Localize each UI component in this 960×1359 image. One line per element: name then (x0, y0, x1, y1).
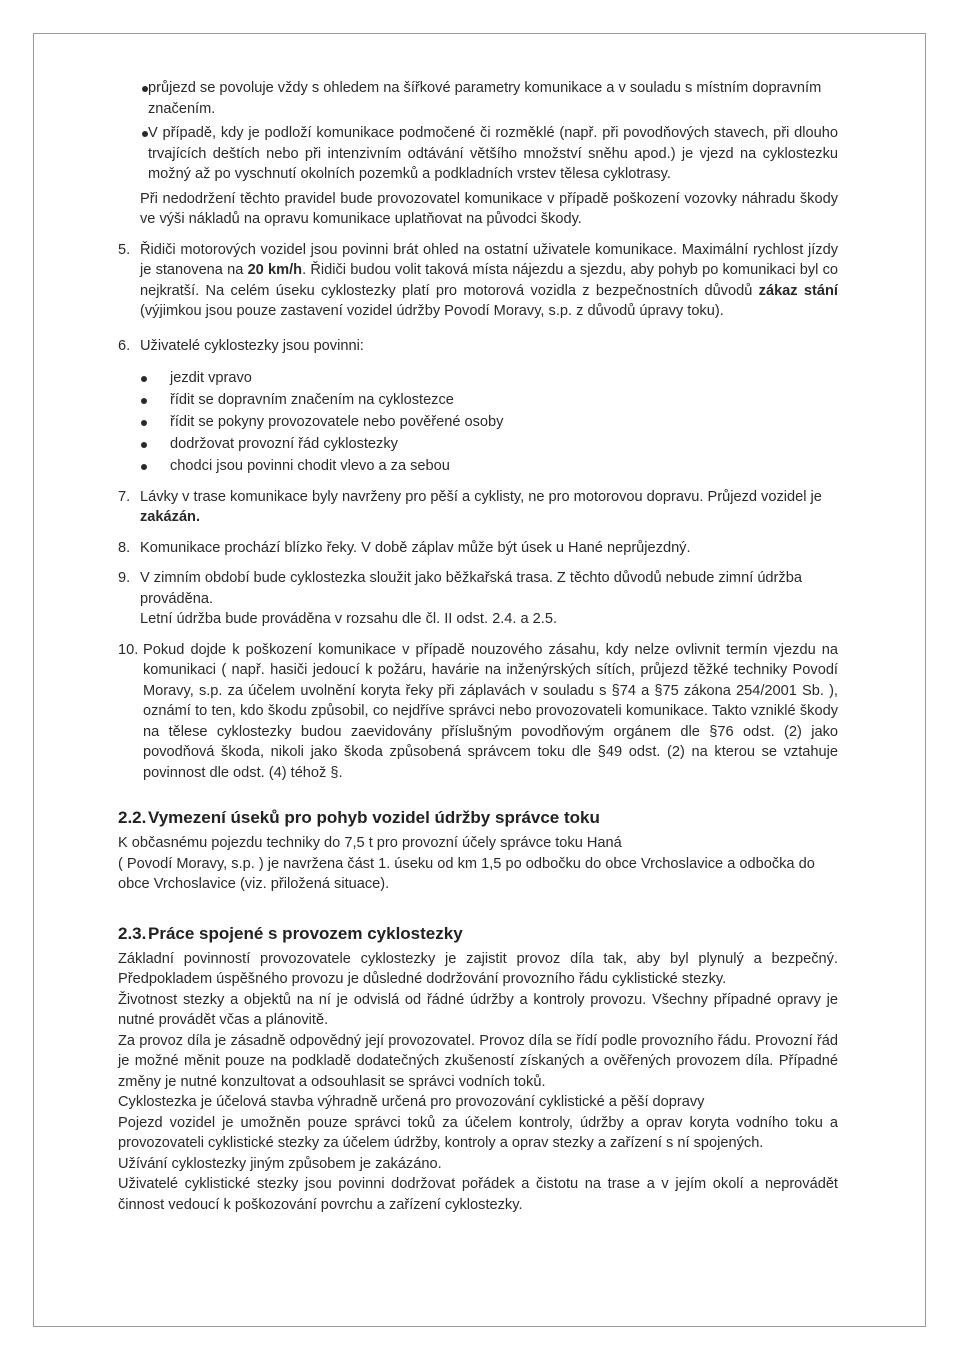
list-item: chodci jsou povinni chodit vlevo a za sebou (140, 456, 838, 477)
item-5: 5. Řidiči motorových vozidel jsou povinni brát ohled na ostatní uživatele komunikace. Maximální rychlost jízdy je stanovena na 20 km/h. Řidiči budou volit taková místa nájezdu a sjezdu, aby pohyb po komunikaci byl co nejkratší. Na celém úseku cyklostezky platí pro motorová vozidla z bezpečnostních důvodů zákaz stání (výjimkou jsou pouze zastavení vozidel údržby Povodí Moravy, s.p. z důvodů úpravy toku). (118, 241, 838, 319)
item-6: 6. Uživatelé cyklostezky jsou povinni: (118, 337, 364, 354)
item-9: 9. V zimním období bude cyklostezka sloužit jako běžkařská trasa. Z těchto důvodů nebude zimní údržba prováděna. Letní údržba bude prováděna v rozsahu dle čl. II odst. 2.4. a 2.5. (118, 570, 802, 627)
parking-ban: zákaz stání (758, 282, 838, 299)
item-8: 8. Komunikace prochází blízko řeky. V době záplav může být úsek u Hané neprůjezdný. (118, 539, 691, 556)
list-item: dodržovat provozní řád cyklostezky (140, 434, 838, 455)
item-7: 7. Lávky v trase komunikace byly navrženy pro pěší a cyklisty, ne pro motorovou dopravu. Průjezd vozidel je zakázán. (118, 488, 822, 525)
bullet-icon (141, 376, 147, 382)
section-heading-2-3: 2.3.Práce spojené s provozem cyklostezky (118, 923, 463, 943)
bullet-icon (141, 442, 147, 448)
damage-note: Při nedodržení těchto pravidel bude provozovatel komunikace v případě poškození vozovky náhradu škody ve výši nákladů na opravu komunikace uplatňovat na původci škody. (140, 190, 838, 227)
bullet-icon (142, 86, 148, 92)
item-10: 10. Pokud dojde k poškození komunikace v případě nouzového zásahu, kdy nelze ovlivnit termín vjezdu na komunikaci ( např. hasiči jedoucí k požáru, havárie na inženýrských sítích, průjezd těžké techniky Povodí Moravy, s.p. za účelem uvolnění koryta řeky při záplavách v souladu s §74 a §75 zákona 254/2001 Sb. ), oznámí to ten, kdo škodu způsobil, co nejdříve správci nebo provozovateli komunikace. Takto vzniklé škody na tělese cyklostezky budou zaevidovány příslušným povodňovým orgánem dle §76 odst. (2) jako povodňová škoda, nikoli jako škoda způsobená správcem toku dle §49 odst. (2) na kterou se vztahuje povinnost dle odst. (4) téhož §. (118, 641, 838, 781)
document-page (118, 78, 838, 1215)
bullet-icon (142, 131, 148, 137)
bullet-icon (141, 464, 147, 470)
speed-limit: 20 km/h (247, 262, 303, 278)
bullet-icon (141, 398, 147, 404)
list-item: průjezd se povoluje vždy s ohledem na šířkové parametry komunikace a v souladu s místním dopravním značením. (118, 78, 838, 119)
section-2-2-body: K občasnému pojezdu techniky do 7,5 t pro provozní účely správce toku Haná ( Povodí Moravy, s.p. ) je navržena část 1. úseku od km 1,5 po odbočku do obce Vrchoslavice a odbočka do obce Vrchoslavice (viz. přiložená situace). (118, 835, 815, 892)
list-item: V případě, kdy je podloží komunikace podmočené či rozměklé (např. při povodňových stavech, při dlouho trvajících deštích nebo při intenzivním odtávání většího množství sněhu apod.) je vjezd na cyklostezku možný až po vyschnutí okolních pozemků a podkladních vrstev tělesa cyklotrasy. (118, 123, 838, 185)
duties-list (118, 368, 838, 477)
section-2-3-body: Základní povinností provozovatele cyklostezky je zajistit provoz díla tak, aby byl plynulý a bezpečný. Předpokladem úspěšného provozu je důsledné dodržování provozního řádu cyklistické stezky. Životnost stezky a objektů na ní je odvislá od řádné údržby a kontroly provozu. Všechny případné opravy je nutné provádět včas a plánovitě. Za provoz díla je zásadně odpovědný její provozovatel. Provoz díla se řídí podle provozního řádu. Provozní řád je možné měnit pouze na podkladě dodatečných zkušeností získaných a ověřených provozem díla. Případné změny je nutné konzultovat a odsouhlasit se správci vodních toků. Cyklostezka je účelová stavba výhradně určená pro provozování cyklistické a pěší dopravy Pojezd vozidel je umožněn pouze správci toků za účelem kontroly, údržby a oprav koryta vodního toku a provozovateli cyklistické stezky za účelem údržby, kontroly a oprav stezky a zařízení s ní spojených. Užívání cyklostezky jiným způsobem je zakázáno. Uživatelé cyklistické stezky jsou povinni dodržovat pořádek a čistotu na trase a v jejím okolí a neprovádět činnost vedoucí k poškozování povrchu a zařízení cyklostezky. (118, 950, 838, 1213)
top-bullet-list (118, 78, 838, 185)
list-item: řídit se dopravním značením na cyklostezce (140, 390, 838, 411)
section-heading-2-2: 2.2.Vymezení úseků pro pohyb vozidel údržby správce toku (118, 808, 600, 827)
bullet-icon (141, 420, 147, 426)
list-item: řídit se pokyny provozovatele nebo pověřené osoby (140, 412, 838, 433)
list-item: jezdit vpravo (140, 368, 838, 389)
